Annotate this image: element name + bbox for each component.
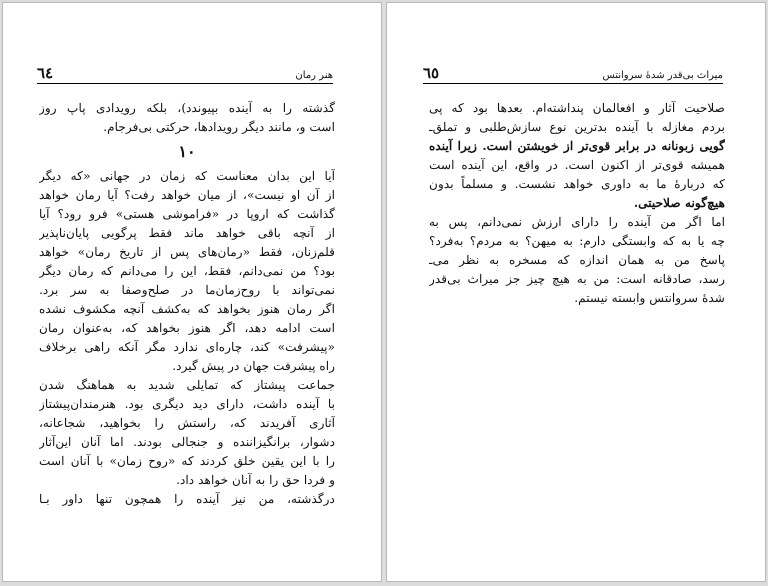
text-line: راه پیشرفت جهان در پیش گیرد. xyxy=(172,359,335,373)
text-line: و فردا حق را به آنان خواهد داد. xyxy=(176,473,335,487)
right-page xyxy=(386,2,766,582)
left-page-number: ٦٤ xyxy=(37,64,54,82)
right-page-header xyxy=(423,65,723,84)
text-line: بردم مغازله با آینده بدترین نوع سازش‌طلبی و تملق‌ـ xyxy=(429,120,725,134)
text-line: همیشه قوی‌تر از اکنون است. در واقع، این آینده است xyxy=(429,158,725,172)
text-line: است ادامه دهد، اگر هنوز بخواهد که، به‌عنوان رمان xyxy=(39,321,335,335)
text-line: صلاحیت آثار و افعالمان پنداشته‌ام. بعدها بود که پی xyxy=(429,101,725,115)
text-line: آیا این بدان معناست که زمان در جهانی «که دیگر xyxy=(39,169,335,183)
text-line: با آینده داشت، دارای دید دیگری بود. هنرمندان‌پیشتاز xyxy=(39,397,335,411)
text-line: درگذشته، من نیز آینده را همچون تنها داور بـا xyxy=(39,492,335,506)
text-line: اما اگر من آینده را دارای ارزش نمی‌دانم، پس به xyxy=(429,215,725,229)
text-line: قلم‌زنان، فقط «رمان‌های پس از تاریخ رمان» خواهد xyxy=(39,245,335,259)
text-line: است و، مانند دیگر رویدادها، حرکتی بی‌فرجام. xyxy=(103,120,335,134)
text-line: چه یا به که وابستگی دارم: به میهن؟ به مردم؟ به‌فرد؟ xyxy=(429,234,725,248)
text-line: «پیشرفت» کند، چاره‌ای ندارد مگر آنکه راهی برخلاف xyxy=(39,340,335,354)
text-line: را با این یقین خلق کردند که «روح زمان» با آنان است xyxy=(39,454,335,468)
left-page xyxy=(2,2,382,582)
left-page-header xyxy=(37,65,333,84)
text-line: اگر رمان هنوز بخواهد که به‌کشف آنچه مکشوف نشده xyxy=(39,302,335,316)
text-line: از آنچه باقی خواهد ماند فقط پرگویی پایان‌ناپذیر xyxy=(39,226,335,240)
left-running-head: هنر رمان xyxy=(295,70,333,81)
text-line: رسد، صادقانه است: من به هیچ چیز جز میراث بی‌قدر xyxy=(429,272,725,286)
text-line: هیچ‌گونه صلاحیتی. xyxy=(633,196,725,210)
text-line: بود؟ من نمی‌دانم، فقط، این را می‌دانم که رمان دیگر xyxy=(39,264,335,278)
section-number: ١٠ xyxy=(178,142,196,161)
text-line: دشوار، برانگیزاننده و جنجالی بودند. اما آنان این‌آثار xyxy=(39,435,335,449)
text-line: از آن او نیست»، از میان خواهد رفت؟ آیا رمان خواهد xyxy=(39,188,335,202)
right-running-head: میراث بی‌قدر شدهٔ سروانتس xyxy=(602,70,723,81)
text-line: پاسخ من به همان اندازه که مسخره به نظر می‌ـ xyxy=(429,253,725,267)
text-line: گذشته را به آینده بپیوندد)، بلکه رویدادی پاپ روز xyxy=(39,101,335,115)
text-line: شدهٔ سروانتس وابسته نیستم. xyxy=(574,291,725,305)
text-line: گویی زبونانه در برابر قوی‌تر از خویشتن است. زیرا آینده xyxy=(429,139,725,153)
right-page-number: ٦٥ xyxy=(423,64,440,82)
text-line: نمی‌تواند با روح‌زمان‌ما در صلح‌وصفا به سر برد. xyxy=(39,283,335,297)
left-page-body xyxy=(39,99,335,509)
right-page-body xyxy=(429,99,725,308)
text-line: جماعت پیشتاز که تمایلی شدید به هماهنگ شدن xyxy=(39,378,335,392)
text-line: آثاری آفریدند که، راستش را بخواهید، شجاعانه، xyxy=(39,416,335,430)
text-line: گذاشت که اروپا در «فراموشی هستی» فرو رود؟ آیا xyxy=(39,207,335,221)
text-line: که دربارهٔ ما به داوری خواهد نشست. و مسلماً بدون xyxy=(429,177,725,191)
